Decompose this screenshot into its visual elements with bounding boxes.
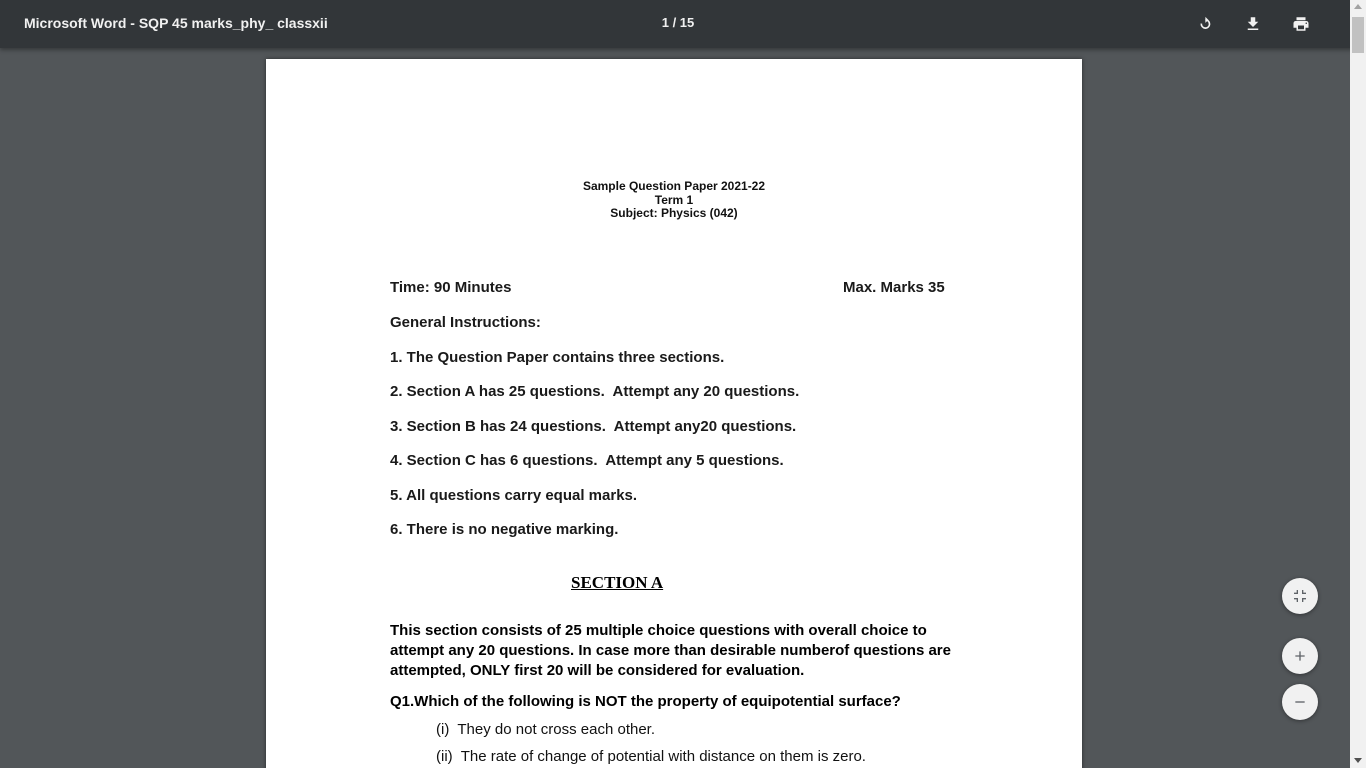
zoom-in-icon: [1292, 648, 1308, 664]
print-button[interactable]: [1285, 8, 1317, 40]
question-option: (i) They do not cross each other.: [436, 721, 656, 738]
scroll-up-arrow-icon[interactable]: [1354, 4, 1362, 9]
time-label: Time: 90 Minutes: [390, 279, 512, 296]
section-intro: This section consists of 25 multiple choice questions with overall choice to attempt any 20 questions. In case more than desirable numberof questions are attempted, ONLY first 20 will be considered for evaluation.: [390, 622, 951, 679]
paper-header: [266, 180, 1082, 221]
header-line-2: Term 1: [654, 192, 694, 207]
zoom-out-button[interactable]: [1282, 684, 1318, 720]
rotate-button[interactable]: [1189, 8, 1221, 40]
zoom-in-button[interactable]: [1282, 638, 1318, 674]
max-marks-label: Max. Marks 35: [843, 279, 945, 296]
print-icon: [1292, 15, 1310, 33]
instruction-item: 2. Section A has 25 questions. Attempt any 20 questions.: [390, 383, 800, 400]
scroll-down-arrow-icon[interactable]: [1354, 758, 1362, 763]
header-line-3: Subject: Physics (042): [610, 206, 738, 220]
question-1: Q1.Which of the following is NOT the property of equipotential surface?: [390, 693, 901, 710]
vertical-scrollbar[interactable]: [1350, 0, 1366, 768]
page-counter[interactable]: 1 / 15: [661, 15, 695, 30]
instruction-item: 6. There is no negative marking.: [390, 521, 619, 538]
pdf-toolbar: [0, 0, 1366, 48]
section-title: SECTION A: [571, 573, 664, 592]
document-viewer[interactable]: [0, 48, 1350, 768]
fit-page-icon: [1292, 588, 1308, 604]
general-instructions-heading: General Instructions:: [390, 314, 541, 331]
zoom-out-icon: [1292, 694, 1308, 710]
instruction-item: 3. Section B has 24 questions. Attempt any20 questions.: [390, 418, 797, 435]
pdf-page: [266, 59, 1082, 768]
instruction-item: 4. Section C has 6 questions. Attempt any 5 questions.: [390, 452, 784, 469]
header-line-1: Sample Question Paper 2021-22: [582, 179, 766, 193]
question-option: (ii) The rate of change of potential with distance on them is zero.: [436, 748, 866, 765]
download-button[interactable]: [1237, 8, 1269, 40]
instruction-item: 5. All questions carry equal marks.: [390, 487, 638, 504]
instruction-item: 1. The Question Paper contains three sections.: [390, 349, 725, 366]
document-title: Microsoft Word - SQP 45 marks_phy_ classxii: [24, 15, 328, 31]
scrollbar-thumb[interactable]: [1352, 17, 1364, 53]
download-icon: [1244, 15, 1262, 33]
fit-page-button[interactable]: [1282, 578, 1318, 614]
rotate-icon: [1196, 15, 1214, 33]
